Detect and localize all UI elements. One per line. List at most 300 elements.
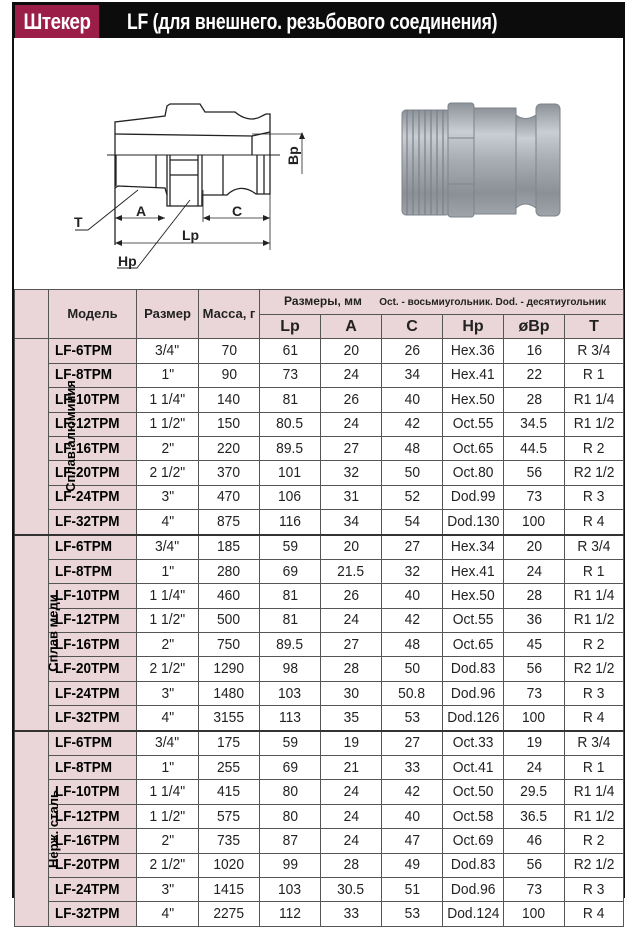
cell-t	[565, 559, 624, 583]
cell-model-value: LF-12TPM	[55, 415, 120, 433]
cell-c	[382, 608, 443, 632]
cell-c	[382, 436, 443, 460]
cell-model	[49, 756, 137, 780]
cell-model	[49, 633, 137, 657]
header-group-col	[15, 290, 49, 339]
cell-t-value: R 2	[583, 831, 605, 849]
cell-t	[565, 633, 624, 657]
cell-a-value: 32	[343, 464, 359, 482]
cell-bp-value: 56	[526, 660, 542, 678]
cell-a	[321, 853, 382, 877]
cell-bp-value: 36.5	[520, 807, 548, 825]
cell-hp-value: Oct.41	[452, 758, 494, 776]
cell-size	[137, 756, 199, 780]
table-row	[15, 559, 624, 583]
cell-t-value: R2 1/2	[573, 660, 615, 678]
cell-lp-value: 59	[282, 734, 298, 752]
cell-bp	[504, 388, 565, 412]
cell-lp	[260, 731, 321, 756]
cell-hp	[443, 485, 504, 509]
cell-size-value: 3"	[161, 684, 174, 702]
cell-hp	[443, 363, 504, 387]
cell-hp-value: Hex.41	[451, 562, 495, 580]
cell-hp	[443, 412, 504, 436]
cell-hp	[443, 780, 504, 804]
cell-bp-value: 73	[526, 684, 542, 702]
cell-model-value: LF-32TPM	[55, 905, 120, 923]
cell-lp	[260, 461, 321, 485]
cell-mass-value: 575	[217, 807, 241, 825]
cell-lp	[260, 633, 321, 657]
cell-lp	[260, 485, 321, 509]
cell-t	[565, 657, 624, 681]
cell-t	[565, 388, 624, 412]
cell-hp-value: Hex.34	[451, 538, 495, 556]
cell-model	[49, 363, 137, 387]
material-group-text: Нерж. сталь	[45, 789, 61, 868]
cell-a	[321, 510, 382, 535]
cell-model	[49, 436, 137, 460]
cell-hp-value: Dod.124	[446, 905, 500, 923]
cell-t	[565, 339, 624, 363]
cell-model-value: LF-16TPM	[55, 635, 120, 653]
cell-bp	[504, 633, 565, 657]
cell-a-value: 26	[343, 390, 359, 408]
cell-a-value: 34	[343, 512, 359, 530]
cell-a	[321, 829, 382, 853]
cell-bp-value: 100	[522, 512, 546, 530]
cell-a	[321, 681, 382, 705]
cell-bp	[504, 559, 565, 583]
cell-mass-value: 460	[217, 586, 241, 604]
cell-a-value: 24	[343, 807, 359, 825]
label-c: C	[232, 203, 243, 219]
cell-lp	[260, 902, 321, 926]
cell-hp	[443, 853, 504, 877]
cell-c-value: 53	[404, 708, 420, 726]
cell-a	[321, 436, 382, 460]
cell-model	[49, 681, 137, 705]
cell-lp-value: 112	[278, 905, 301, 923]
cell-size-value: 2 1/2"	[149, 660, 186, 678]
cell-mass-value: 185	[217, 538, 241, 556]
cell-mass	[199, 559, 260, 583]
cell-size-value: 4"	[161, 905, 174, 923]
cell-bp	[504, 829, 565, 853]
cell-bp-value: 34.5	[520, 415, 548, 433]
cell-lp	[260, 780, 321, 804]
cell-t	[565, 436, 624, 460]
header-size: Размер	[137, 290, 199, 339]
cell-t	[565, 829, 624, 853]
cell-size-value: 3/4"	[155, 734, 180, 752]
cell-t-value: R1 1/2	[573, 807, 615, 825]
cell-t	[565, 706, 624, 731]
cell-size-value: 1 1/2"	[149, 415, 186, 433]
cell-lp	[260, 388, 321, 412]
header-note: Oct. - восьмиугольник. Dod. - десятиугольник	[379, 297, 606, 308]
cell-c	[382, 780, 443, 804]
header-a: A	[321, 315, 382, 339]
cell-t-value: R1 1/2	[573, 415, 615, 433]
cell-hp	[443, 339, 504, 363]
header-model: Модель	[49, 290, 137, 339]
cell-c-value: 27	[404, 538, 420, 556]
cell-size	[137, 388, 199, 412]
cell-hp-value: Oct.50	[452, 783, 494, 801]
cell-hp	[443, 535, 504, 560]
label-lp: Lp	[182, 227, 200, 243]
cell-a	[321, 804, 382, 828]
cell-model-value: LF-12TPM	[55, 611, 120, 629]
cell-mass	[199, 633, 260, 657]
cell-mass	[199, 853, 260, 877]
cell-a-value: 27	[343, 439, 359, 457]
cell-mass-value: 140	[217, 390, 241, 408]
page-title: LF (для внешнего. резьбового соединения)	[127, 9, 498, 34]
cell-hp	[443, 902, 504, 926]
cell-c-value: 51	[404, 880, 420, 898]
cell-mass	[199, 681, 260, 705]
table-row	[15, 584, 624, 608]
cell-mass	[199, 388, 260, 412]
cell-a	[321, 780, 382, 804]
cell-t	[565, 756, 624, 780]
cell-mass	[199, 363, 260, 387]
cell-lp-value: 101	[278, 464, 302, 482]
cell-c	[382, 829, 443, 853]
cell-hp-value: Hex.50	[451, 586, 495, 604]
title-bar	[12, 2, 625, 38]
cell-t	[565, 780, 624, 804]
cell-size-value: 1 1/4"	[149, 783, 186, 801]
cell-bp	[504, 853, 565, 877]
cell-mass-value: 1480	[213, 684, 245, 702]
cell-lp	[260, 681, 321, 705]
cell-lp	[260, 412, 321, 436]
cell-t	[565, 731, 624, 756]
cell-t-value: R2 1/2	[573, 856, 615, 874]
cell-model-value: LF-6TPM	[55, 342, 112, 360]
cell-size	[137, 461, 199, 485]
cell-lp-value: 106	[278, 488, 302, 506]
cell-mass-value: 220	[217, 439, 241, 457]
cell-c	[382, 559, 443, 583]
cell-size-value: 2 1/2"	[149, 856, 186, 874]
cell-size	[137, 584, 199, 608]
cell-mass	[199, 461, 260, 485]
cell-mass-value: 875	[217, 512, 241, 530]
cell-size-value: 3"	[161, 488, 174, 506]
title-tag: Штекер	[15, 5, 99, 38]
cell-mass-value: 70	[221, 342, 237, 360]
cell-model-value: LF-10TPM	[55, 783, 120, 801]
cell-c-value: 42	[404, 611, 420, 629]
cell-size	[137, 535, 199, 560]
cell-hp	[443, 681, 504, 705]
header-c: C	[382, 315, 443, 339]
cell-bp	[504, 877, 565, 901]
cell-hp	[443, 461, 504, 485]
header-dimensions	[260, 290, 624, 315]
cell-bp-value: 44.5	[520, 439, 548, 457]
cell-lp-value: 116	[278, 512, 301, 530]
table-row	[15, 877, 624, 901]
cell-mass-value: 150	[217, 415, 241, 433]
cell-t	[565, 877, 624, 901]
cell-t	[565, 681, 624, 705]
table-row	[15, 535, 624, 560]
cell-lp	[260, 535, 321, 560]
cell-mass-value: 175	[217, 734, 241, 752]
header-dimensions-label: Размеры, мм	[284, 294, 362, 308]
table-row	[15, 363, 624, 387]
cell-c	[382, 877, 443, 901]
table-row	[15, 756, 624, 780]
cell-model	[49, 731, 137, 756]
cell-c	[382, 339, 443, 363]
cell-hp-value: Hex.41	[451, 366, 495, 384]
cell-t-value: R1 1/4	[573, 783, 615, 801]
cell-c	[382, 363, 443, 387]
cell-hp	[443, 756, 504, 780]
cell-mass	[199, 756, 260, 780]
cell-size-value: 1"	[161, 758, 174, 776]
cell-bp	[504, 780, 565, 804]
cell-lp	[260, 510, 321, 535]
cell-lp	[260, 436, 321, 460]
table-row	[15, 681, 624, 705]
cell-t	[565, 461, 624, 485]
cell-hp-value: Dod.83	[450, 660, 496, 678]
cell-a	[321, 485, 382, 509]
cell-a-value: 28	[343, 660, 359, 678]
cell-mass	[199, 436, 260, 460]
cell-c-value: 48	[404, 635, 420, 653]
cell-t-value: R 1	[583, 758, 605, 776]
cell-bp-value: 100	[522, 708, 546, 726]
cell-hp	[443, 706, 504, 731]
cell-hp-value: Oct.58	[452, 807, 494, 825]
cell-size	[137, 436, 199, 460]
cell-bp-value: 36	[526, 611, 542, 629]
cell-bp	[504, 510, 565, 535]
cell-c-value: 47	[404, 831, 420, 849]
cell-c	[382, 485, 443, 509]
cell-size	[137, 363, 199, 387]
spec-table	[14, 289, 624, 927]
cell-c-value: 42	[404, 783, 420, 801]
cell-bp	[504, 461, 565, 485]
cell-c	[382, 510, 443, 535]
cell-a	[321, 633, 382, 657]
cell-model	[49, 559, 137, 583]
cell-lp-value: 87	[282, 831, 298, 849]
material-group-text: Сплав алюминия	[62, 380, 78, 493]
cell-lp-value: 80	[282, 807, 298, 825]
cell-c-value: 50.8	[398, 684, 426, 702]
cell-model-value: LF-24TPM	[55, 880, 120, 898]
cell-size	[137, 706, 199, 731]
header-t: T	[565, 315, 624, 339]
cell-mass-value: 370	[217, 464, 241, 482]
cell-hp	[443, 829, 504, 853]
cell-model-value: LF-32TPM	[55, 708, 120, 726]
cell-c	[382, 731, 443, 756]
cell-a	[321, 412, 382, 436]
cell-model	[49, 829, 137, 853]
cell-t-value: R 2	[583, 635, 605, 653]
cell-lp-value: 99	[282, 856, 298, 874]
cell-hp-value: Hex.36	[451, 342, 495, 360]
cell-model-value: LF-20TPM	[55, 856, 120, 874]
cell-a	[321, 388, 382, 412]
cell-size	[137, 608, 199, 632]
cell-a-value: 30.5	[337, 880, 365, 898]
cell-lp	[260, 877, 321, 901]
cell-c-value: 32	[404, 562, 420, 580]
cell-hp-value: Hex.50	[451, 390, 495, 408]
cell-a-value: 27	[343, 635, 359, 653]
cell-bp	[504, 363, 565, 387]
cell-a	[321, 731, 382, 756]
cell-t	[565, 853, 624, 877]
cell-bp	[504, 657, 565, 681]
cell-model-value: LF-10TPM	[55, 586, 120, 604]
cell-bp-value: 56	[526, 856, 542, 874]
cell-mass	[199, 535, 260, 560]
cell-a-value: 20	[343, 342, 359, 360]
cell-lp-value: 89.5	[276, 439, 304, 457]
cell-mass	[199, 731, 260, 756]
header-bp: øBp	[504, 315, 565, 339]
cell-hp-value: Dod.130	[446, 512, 500, 530]
cell-bp-value: 20	[526, 538, 542, 556]
table-row	[15, 633, 624, 657]
cell-size-value: 1 1/4"	[149, 390, 186, 408]
cell-c	[382, 706, 443, 731]
label-t: T	[74, 214, 83, 230]
cell-c	[382, 804, 443, 828]
cell-model-value: LF-8TPM	[55, 366, 112, 384]
cell-bp-value: 45	[526, 635, 542, 653]
cell-bp	[504, 731, 565, 756]
cell-c-value: 40	[404, 807, 420, 825]
cell-a-value: 24	[343, 831, 359, 849]
cell-a	[321, 608, 382, 632]
cell-model	[49, 608, 137, 632]
cell-c	[382, 584, 443, 608]
cell-model-value: LF-16TPM	[55, 831, 120, 849]
cell-size	[137, 877, 199, 901]
cell-t	[565, 535, 624, 560]
material-group-text: Сплав меди	[45, 593, 61, 672]
cell-hp-value: Dod.83	[450, 856, 496, 874]
cell-c-value: 40	[404, 390, 420, 408]
cell-mass	[199, 584, 260, 608]
cell-t-value: R 3/4	[577, 342, 611, 360]
cell-hp-value: Oct.69	[452, 831, 494, 849]
cell-lp-value: 89.5	[276, 635, 304, 653]
cell-mass	[199, 829, 260, 853]
cell-t-value: R1 1/4	[573, 390, 615, 408]
cell-bp-value: 28	[526, 390, 542, 408]
cell-bp	[504, 412, 565, 436]
cell-t	[565, 608, 624, 632]
cell-model-value: LF-10TPM	[55, 390, 120, 408]
table-row	[15, 608, 624, 632]
cell-size-value: 2 1/2"	[149, 464, 186, 482]
cell-model	[49, 461, 137, 485]
cell-size	[137, 731, 199, 756]
cell-t-value: R 3	[583, 684, 605, 702]
cell-a-value: 21	[343, 758, 359, 776]
cell-bp	[504, 485, 565, 509]
header-hp: Hp	[443, 315, 504, 339]
cell-c	[382, 756, 443, 780]
cell-mass	[199, 339, 260, 363]
cell-bp	[504, 535, 565, 560]
cell-lp-value: 81	[282, 390, 298, 408]
cell-hp-value: Oct.55	[452, 611, 494, 629]
table-row	[15, 902, 624, 926]
cell-size-value: 3/4"	[155, 538, 180, 556]
cell-lp-value: 69	[282, 758, 298, 776]
cell-a	[321, 363, 382, 387]
cell-hp-value: Dod.126	[446, 708, 500, 726]
cell-size-value: 3/4"	[155, 342, 180, 360]
cell-c-value: 54	[404, 512, 420, 530]
table-row	[15, 804, 624, 828]
cell-lp-value: 113	[278, 708, 301, 726]
cell-size-value: 3"	[161, 880, 174, 898]
cell-t-value: R1 1/4	[573, 586, 615, 604]
cell-a-value: 19	[343, 734, 359, 752]
cell-size	[137, 412, 199, 436]
cell-mass	[199, 510, 260, 535]
cell-lp-value: 103	[278, 880, 302, 898]
cell-hp	[443, 608, 504, 632]
cell-size	[137, 633, 199, 657]
cell-lp-value: 73	[282, 366, 298, 384]
cell-model-value: LF-8TPM	[55, 758, 112, 776]
cell-model	[49, 902, 137, 926]
cell-size	[137, 681, 199, 705]
cell-c	[382, 853, 443, 877]
cell-bp-value: 100	[522, 905, 546, 923]
cell-lp-value: 103	[278, 684, 302, 702]
spec-table-body	[15, 339, 624, 926]
cell-c	[382, 412, 443, 436]
cell-size	[137, 510, 199, 535]
cell-bp-value: 16	[526, 342, 542, 360]
cell-lp	[260, 853, 321, 877]
cell-size-value: 4"	[161, 708, 174, 726]
table-row	[15, 436, 624, 460]
table-row	[15, 510, 624, 535]
cell-c	[382, 388, 443, 412]
cell-mass	[199, 706, 260, 731]
cell-t-value: R 4	[583, 512, 605, 530]
cell-model-value: LF-12TPM	[55, 807, 120, 825]
header-mass: Масса, г	[199, 290, 260, 339]
cell-mass	[199, 877, 260, 901]
cell-model	[49, 388, 137, 412]
cell-hp-value: Dod.96	[450, 684, 496, 702]
cell-lp-value: 98	[282, 660, 298, 678]
label-a: A	[136, 203, 147, 219]
cell-lp-value: 59	[282, 538, 298, 556]
